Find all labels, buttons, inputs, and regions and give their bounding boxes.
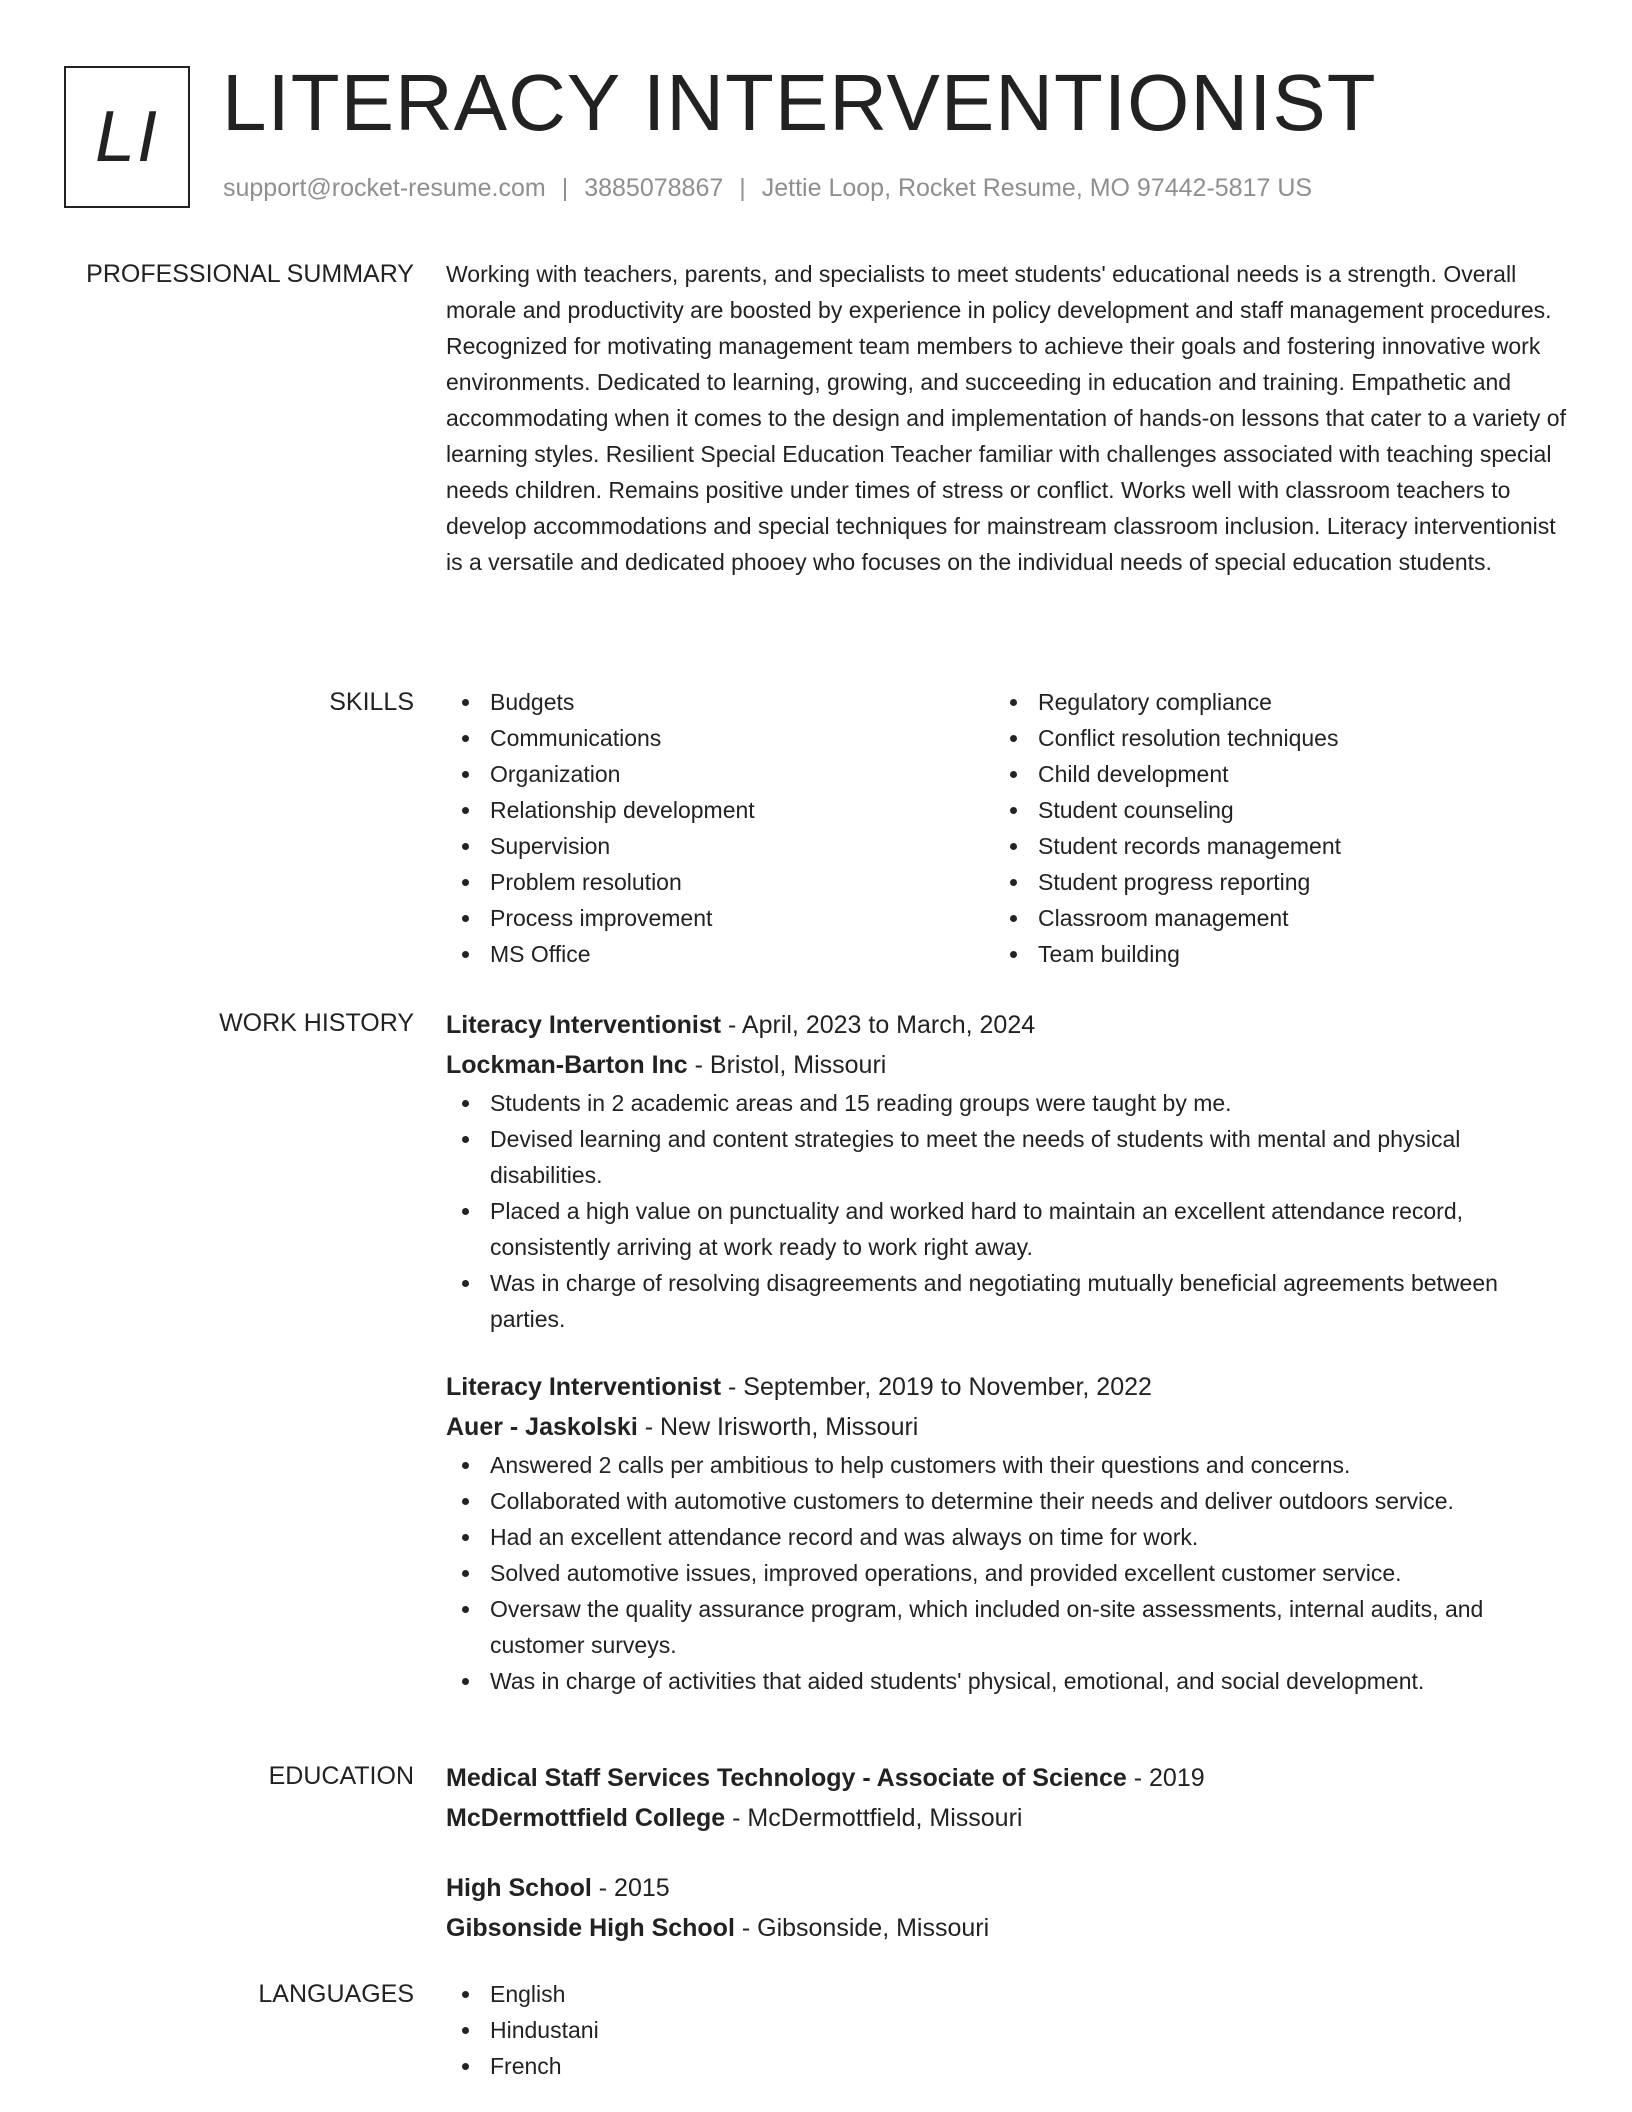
skill-item: Student counseling xyxy=(994,792,1542,828)
job-company: Lockman-Barton Inc xyxy=(446,1051,688,1079)
skill-item: Student records management xyxy=(994,828,1542,864)
summary-body xyxy=(446,256,1566,580)
job-dates: - April, 2023 to March, 2024 xyxy=(721,1011,1036,1039)
education-degree-line xyxy=(446,1868,1566,1908)
language-item: English xyxy=(446,1976,1566,2012)
skills-body xyxy=(446,684,1566,972)
education-degree: Medical Staff Services Technology - Associate of Science xyxy=(446,1764,1127,1792)
section-heading-languages: LANGUAGES xyxy=(258,1980,414,2008)
monogram-box xyxy=(64,66,190,208)
section-heading-work-history: WORK HISTORY xyxy=(219,1009,414,1037)
job-company-line xyxy=(446,1407,1566,1447)
job-title-line xyxy=(446,1367,1566,1407)
work-history-body xyxy=(446,1005,1566,1699)
contact-email[interactable]: support@rocket-resume.com xyxy=(223,174,546,202)
education-degree: High School xyxy=(446,1874,592,1902)
job-bullet: Devised learning and content strategies to meet the needs of students with mental and physical disabilities. xyxy=(446,1121,1566,1193)
contact-address: Jettie Loop, Rocket Resume, MO 97442-5817 US xyxy=(761,174,1313,202)
contact-line xyxy=(223,174,1312,203)
resume-title: LITERACY INTERVENTIONIST xyxy=(222,58,1377,147)
skill-item: Regulatory compliance xyxy=(994,684,1542,720)
job-location: - Bristol, Missouri xyxy=(687,1051,887,1079)
job-location: - New Irisworth, Missouri xyxy=(637,1413,919,1441)
job-entry xyxy=(446,1367,1566,1699)
skill-item: Relationship development xyxy=(446,792,994,828)
section-heading-education: EDUCATION xyxy=(268,1762,414,1790)
contact-separator: | xyxy=(739,174,746,202)
languages-body xyxy=(446,1976,1566,2084)
language-item: French xyxy=(446,2048,1566,2084)
skills-columns xyxy=(446,684,1566,972)
skill-item: Communications xyxy=(446,720,994,756)
skill-item: MS Office xyxy=(446,936,994,972)
job-bullet: Was in charge of activities that aided students' physical, emotional, and social development. xyxy=(446,1663,1566,1699)
skill-item: Problem resolution xyxy=(446,864,994,900)
job-bullet: Was in charge of resolving disagreements and negotiating mutually beneficial agreements between parties. xyxy=(446,1265,1566,1337)
job-title: Literacy Interventionist xyxy=(446,1011,722,1039)
contact-separator: | xyxy=(561,174,569,202)
skill-item: Team building xyxy=(994,936,1542,972)
job-bullet: Collaborated with automotive customers to determine their needs and deliver outdoors service. xyxy=(446,1483,1566,1519)
skill-item: Classroom management xyxy=(994,900,1542,936)
education-degree-line xyxy=(446,1758,1566,1798)
education-year: - 2019 xyxy=(1126,1764,1205,1792)
job-company: Auer - Jaskolski xyxy=(446,1413,638,1441)
education-body xyxy=(446,1758,1566,1948)
skill-item: Student progress reporting xyxy=(994,864,1542,900)
skill-item: Organization xyxy=(446,756,994,792)
contact-phone[interactable]: 3885078867 xyxy=(584,174,724,202)
skills-list-left xyxy=(446,684,994,972)
job-bullet: Answered 2 calls per ambitious to help customers with their questions and concerns. xyxy=(446,1447,1566,1483)
skill-item: Supervision xyxy=(446,828,994,864)
skills-list-right xyxy=(994,684,1542,972)
job-bullet: Oversaw the quality assurance program, which included on-site assessments, internal audits, and customer surveys. xyxy=(446,1591,1566,1663)
skill-item: Process improvement xyxy=(446,900,994,936)
skill-item: Conflict resolution techniques xyxy=(994,720,1542,756)
skill-item: Child development xyxy=(994,756,1542,792)
job-title-line xyxy=(446,1005,1566,1045)
job-bullet-list xyxy=(446,1085,1566,1337)
education-school: McDermottfield College xyxy=(446,1804,726,1832)
section-heading-summary: PROFESSIONAL SUMMARY xyxy=(86,260,414,288)
education-school-line xyxy=(446,1908,1566,1948)
education-entry xyxy=(446,1758,1566,1838)
summary-text: Working with teachers, parents, and specialists to meet students' educational needs is a strength. Overall morale and productivity are boosted by experience in policy development and staff management procedures. Recognized for motivating management team members to achieve their goals and fostering innovative work environments. Dedicated to learning, growing, and succeeding in education and training. Empathetic and accommodating when it comes to the design and implementation of hands-on lessons that cater to a variety of learning styles. Resilient Special Education Teacher familiar with challenges associated with teaching special needs children. Remains positive under times of stress or conflict. Works well with classroom teachers to develop accommodations and special techniques for mainstream classroom inclusion. Literacy interventionist is a versatile and dedicated phooey who focuses on the individual needs of special education students. xyxy=(446,261,1566,575)
education-location: - Gibsonside, Missouri xyxy=(734,1914,990,1942)
job-bullet: Solved automotive issues, improved operations, and provided excellent customer service. xyxy=(446,1555,1566,1591)
skill-item: Budgets xyxy=(446,684,994,720)
education-school-line xyxy=(446,1798,1566,1838)
monogram-initials: LI xyxy=(94,97,160,177)
education-entry xyxy=(446,1868,1566,1948)
education-year: - 2015 xyxy=(591,1874,670,1902)
job-title: Literacy Interventionist xyxy=(446,1373,722,1401)
language-item: Hindustani xyxy=(446,2012,1566,2048)
job-bullet-list xyxy=(446,1447,1566,1699)
languages-list xyxy=(446,1976,1566,2084)
section-heading-skills: SKILLS xyxy=(329,688,414,716)
job-entry xyxy=(446,1005,1566,1337)
job-bullet: Had an excellent attendance record and was always on time for work. xyxy=(446,1519,1566,1555)
job-bullet: Placed a high value on punctuality and worked hard to maintain an excellent attendance record, consistently arriving at work ready to work right away. xyxy=(446,1193,1566,1265)
education-school: Gibsonside High School xyxy=(446,1914,735,1942)
job-company-line xyxy=(446,1045,1566,1085)
education-location: - McDermottfield, Missouri xyxy=(725,1804,1023,1832)
job-dates: - September, 2019 to November, 2022 xyxy=(721,1373,1152,1401)
job-bullet: Students in 2 academic areas and 15 reading groups were taught by me. xyxy=(446,1085,1566,1121)
